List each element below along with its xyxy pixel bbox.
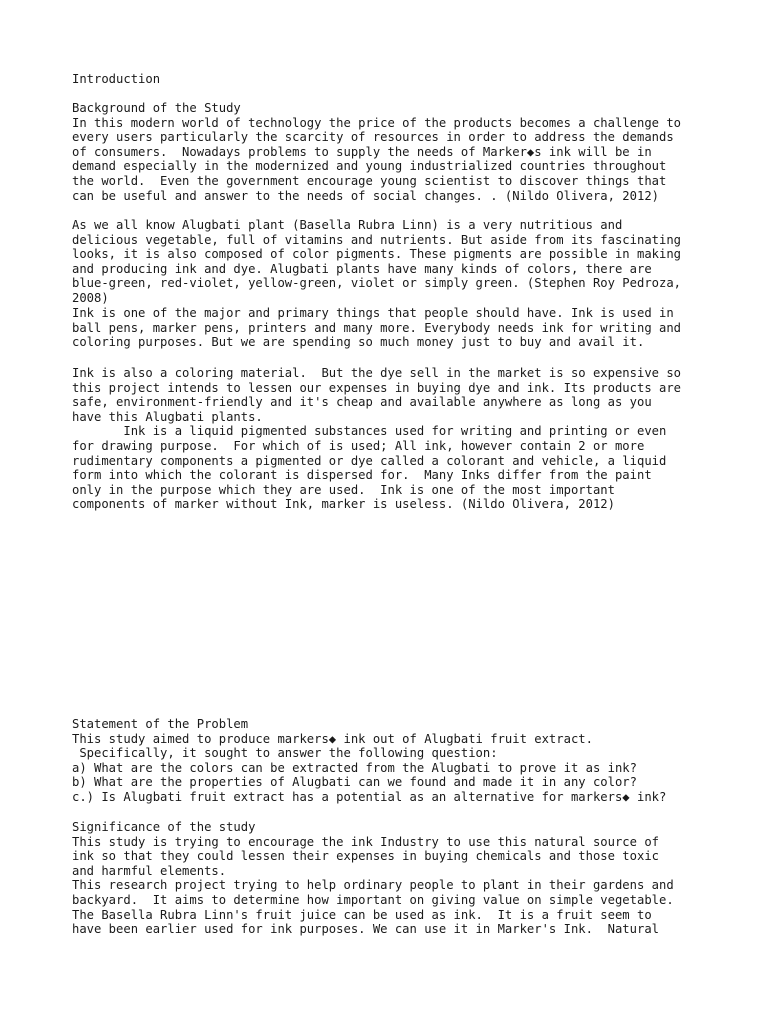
ink-paragraph (72, 306, 712, 350)
text-line: can be useful and answer to the needs of social changes. . (Nildo Olivera, 2012) (72, 188, 659, 203)
text-line: and harmful elements. (72, 863, 227, 878)
text-line: Specifically, it sought to answer the following question: (72, 746, 498, 761)
alugbati-paragraph (72, 218, 712, 306)
text-line: This study aimed to produce markers◆ ink out of Alugbati fruit extract. (72, 731, 593, 746)
text-line: safe, environment-friendly and it's cheap and available anywhere as long as you (72, 395, 652, 410)
text-line: have been earlier used for ink purposes. We can use it in Marker's Ink. Natural (72, 922, 659, 937)
text-line: demand especially in the modernized and young industrialized countries throughout (72, 159, 667, 174)
section-heading: Background of the Study (72, 101, 241, 115)
text-line: ball pens, marker pens, printers and many more. Everybody needs ink for writing and (72, 320, 682, 335)
text-line: c.) Is Alugbati fruit extract has a potential as an alternative for markers◆ ink? (72, 789, 667, 804)
text-line: every users particularly the scarcity of resources in order to address the demands (72, 130, 674, 145)
text-line: ink so that they could lessen their expenses in buying chemicals and those toxic (72, 849, 659, 864)
text-line: blue-green, red-violet, yellow-green, violet or simply green. (Stephen Roy Pedroza, (72, 276, 682, 291)
significance-section (72, 820, 712, 937)
text-line: rudimentary components a pigmented or dye called a colorant and vehicle, a liquid (72, 453, 667, 468)
text-line: looks, it is also composed of color pigments. These pigments are possible in making (72, 247, 682, 262)
text-line: a) What are the colors can be extracted from the Alugbati to prove it as ink? (72, 760, 637, 775)
text-line: As we all know Alugbati plant (Basella Rubra Linn) is a very nutritious and (72, 218, 623, 232)
text-line: The Basella Rubra Linn's fruit juice can be used as ink. It is a fruit seem to (72, 907, 652, 922)
text-line: coloring purposes. But we are spending so much money just to buy and avail it. (72, 335, 645, 350)
text-line: This study is trying to encourage the ink Industry to use this natural source of (72, 834, 659, 849)
section-heading: Statement of the Problem (72, 717, 249, 731)
text-line: delicious vegetable, full of vitamins and nutrients. But aside from its fascinating (72, 232, 682, 247)
statement-of-problem-section (72, 717, 712, 805)
text-line: the world. Even the government encourage young scientist to discover things that (72, 173, 667, 188)
text-line: Ink is also a coloring material. But the dye sell in the market is so expensive so (72, 366, 682, 380)
section-heading: Significance of the study (72, 820, 256, 834)
text-line: of consumers. Nowadays problems to supply the needs of Marker◆s ink will be in (72, 144, 652, 159)
text-line: components of marker without Ink, marker is useless. (Nildo Olivera, 2012) (72, 497, 615, 512)
text-line: this project intends to lessen our expenses in buying dye and ink. Its products are (72, 380, 682, 395)
coloring-paragraph (72, 366, 712, 512)
introduction-heading: Introduction (72, 72, 161, 86)
text-line: form into which the colorant is dispersed for. Many Inks differ from the paint (72, 468, 652, 483)
text-line: This research project trying to help ordinary people to plant in their gardens and (72, 878, 674, 893)
text-line: In this modern world of technology the price of the products becomes a challenge to (72, 115, 682, 130)
text-line: b) What are the properties of Alugbati can we found and made it in any color? (72, 775, 637, 790)
background-section (72, 101, 712, 203)
text-line: and producing ink and dye. Alugbati plants have many kinds of colors, there are (72, 261, 652, 276)
text-line: have this Alugbati plants. (72, 409, 263, 424)
text-line: Ink is one of the major and primary things that people should have. Ink is used in (72, 306, 674, 320)
text-line: only in the purpose which they are used. Ink is one of the most important (72, 482, 615, 497)
text-line: 2008) (72, 290, 109, 305)
text-line: Ink is a liquid pigmented substances used for writing and printing or even (72, 424, 667, 439)
text-line: for drawing purpose. For which of is used; All ink, however contain 2 or more (72, 438, 645, 453)
text-line: backyard. It aims to determine how important on giving value on simple vegetable. (72, 892, 674, 907)
